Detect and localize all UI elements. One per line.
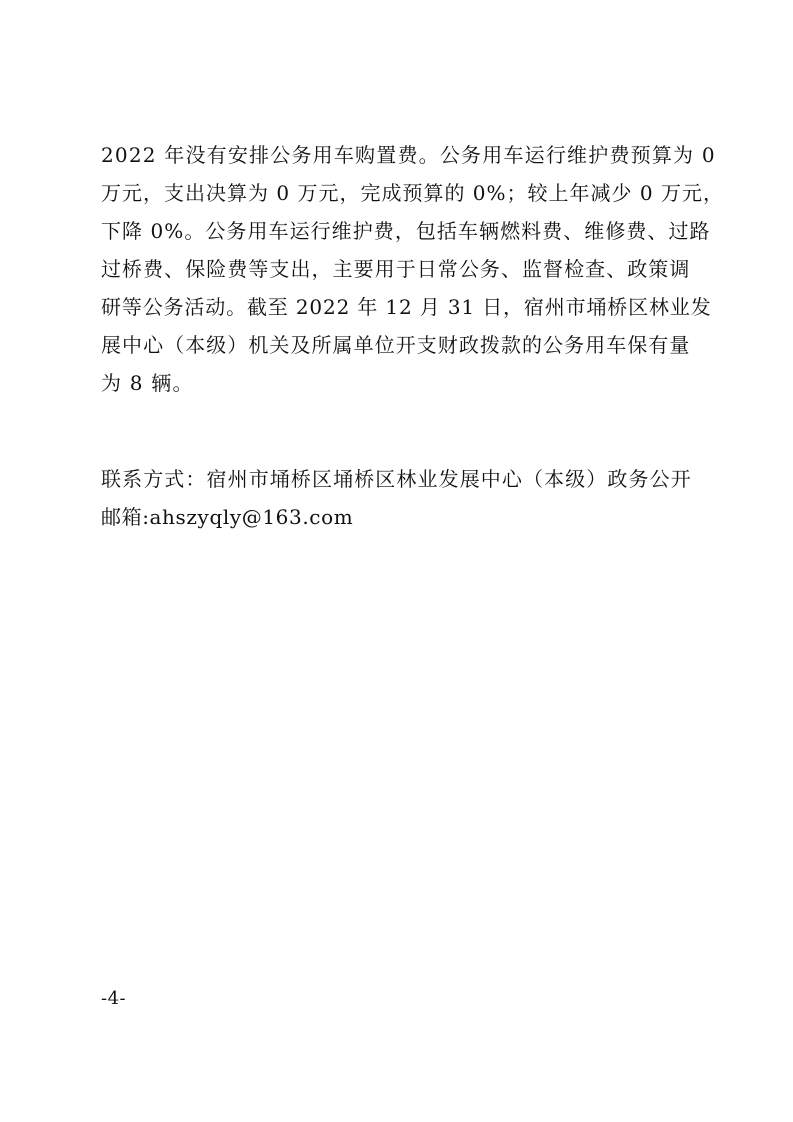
body-text-line: 万元，支出决算为 0 万元，完成预算的 0%；较上年减少 0 万元， bbox=[101, 181, 724, 205]
contact-email-line: 邮箱:ahszyqly@163.com bbox=[101, 505, 354, 529]
page-number: -4- bbox=[101, 988, 127, 1009]
contact-text-line: 联系方式：宿州市埇桥区埇桥区林业发展中心（本级）政务公开 bbox=[101, 467, 692, 491]
body-text-line: 研等公务活动。截至 2022 年 12 月 31 日，宿州市埇桥区林业发 bbox=[101, 295, 712, 319]
body-text-line: 过桥费、保险费等支出，主要用于日常公务、监督检查、政策调 bbox=[101, 257, 691, 281]
body-text-line: 下降 0%。公务用车运行维护费，包括车辆燃料费、维修费、过路 bbox=[101, 219, 711, 243]
body-text-line: 2022 年没有安排公务用车购置费。公务用车运行维护费预算为 0 bbox=[101, 143, 716, 167]
body-text-line: 为 8 辆。 bbox=[101, 371, 194, 395]
body-text-line: 展中心（本级）机关及所属单位开支财政拨款的公务用车保有量 bbox=[101, 333, 691, 357]
